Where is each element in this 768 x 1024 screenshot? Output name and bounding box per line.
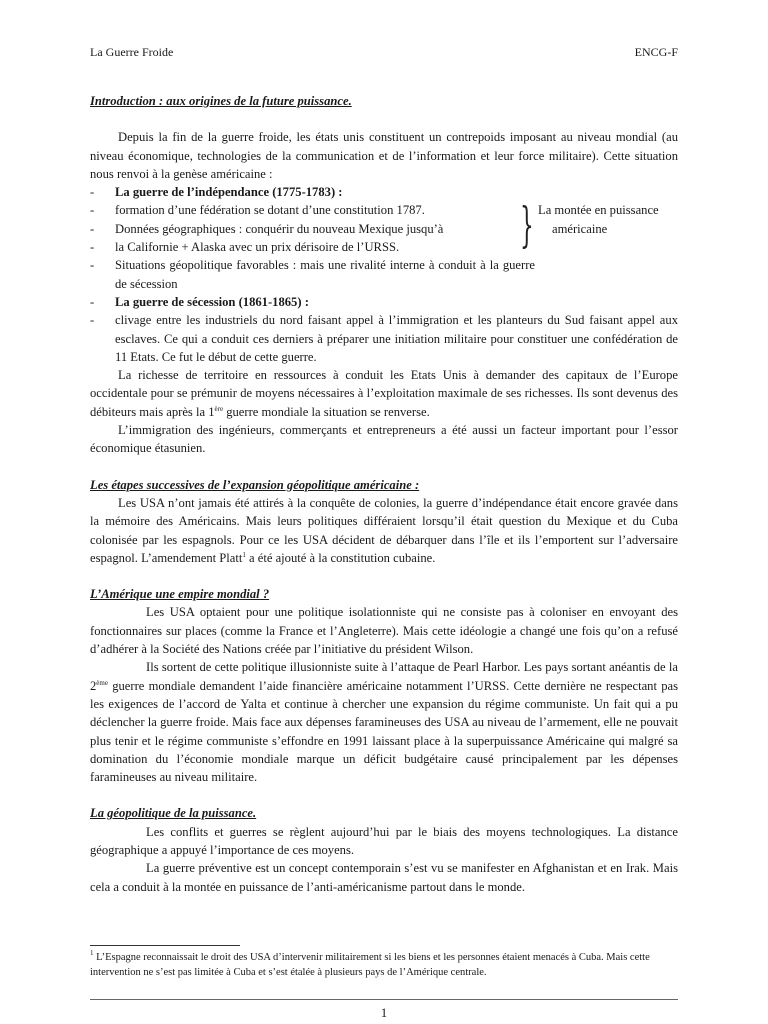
list-item: - clivage entre les industriels du nord faisant appel à l’immigration et les planteurs du Sud faisant appel aux esclaves. Ce qui a conduit ces derniers à préparer une initiation militaire pour constituer une confédération de 11 Etats. Ce fut le début de cette guerre. (90, 313, 678, 364)
geopolitique-heading: La géopolitique de la puissance. (90, 806, 257, 821)
list-item-text: clivage entre les industriels du nord faisant appel à l’immigration et les planteurs du Sud faisant appel aux esclaves. Ce qui a conduit ces derniers à préparer une initiation militaire pour constituer une confédération de 11 Etats. Ce fut le début de cette guerre. (115, 313, 678, 364)
list-item: - La guerre de sécession (1861-1865) : (90, 294, 309, 309)
geopolitique-paragraph-2: La guerre préventive est un concept contemporain s’est vu se manifester en Afghanistan et en Irak. Mais cela a conduit à la montée en puissance de l’anti-américanisme partout dans le monde. (90, 861, 678, 894)
header-left-title: La Guerre Froide (90, 45, 174, 59)
intro-heading: Introduction : aux origines de la future puissance. (90, 94, 352, 108)
list-item-text: La guerre de sécession (1861-1865) : (115, 294, 309, 309)
list-item: - la Californie + Alaska avec un prix dérisoire de l’URSS. (90, 240, 400, 255)
page-number: 1 (380, 1005, 388, 1020)
empire-paragraph-2-text-end: guerre mondiale demandent l’aide financière américaine notamment l’URSS. Cette dernière ne respectant pas les exigences de l’accord de Yalta et continue à chercher une expansion du régime communiste. Un fait qui a pu déclencher la guerre froide. Mais face aux dépenses faramineuses des USA au niveau de l’armement, elle ne pouvait plus tenir et le régime communiste s’effondre en 1991 laissant place à la superpuissance Américaine qui malgré sa domination du l’économie mondiale marque un déficit budgétaire causé principalement par les dépenses faramineuses au niveau militaire. (90, 678, 678, 785)
intro-paragraph-1: Depuis la fin de la guerre froide, les états unis constituent un contrepoids imposant au niveau mondial (au niveau économique, technologies de la communication et de l’information et leur force militaire). Cette situation nous renvoi à la genèse américaine : (90, 130, 678, 181)
page-bottom-rule (90, 999, 678, 1000)
brace-annotation (538, 203, 659, 238)
superscript: ère (214, 404, 224, 413)
bracketed-list (90, 197, 678, 256)
document-body (90, 92, 678, 896)
brace-annotation-line-2: américaine (552, 221, 608, 236)
intro-paragraph-2-text-end: guerre mondiale la situation se renverse. (223, 404, 430, 419)
empire-paragraph-2 (90, 658, 678, 786)
intro-paragraph-2-text: La richesse de territoire en ressources à conduit les Etats Unis à demander des capitaux de l’Europe occidentale pour se prémunir de moyens nécessaires à l’exploitation maximale de ses richesses. Ils sont devenus des débiteurs mais après la 1 (90, 368, 678, 419)
list-item-text: formation d’une fédération se dotant d’une constitution 1787. (115, 203, 425, 218)
list-item-text: Situations géopolitique favorables : mais une rivalité interne à conduit à la guerre de sécession (115, 258, 535, 291)
brace-annotation-line-1: La montée en puissance (538, 203, 659, 218)
list-item-text: la Californie + Alaska avec un prix dérisoire de l’URSS. (115, 240, 400, 255)
list-item-text: La guerre de l’indépendance (1775-1783) : (115, 185, 343, 200)
geopolitique-paragraph-1: Les conflits et guerres se règlent aujourd’hui par le biais des moyens technologiques. La distance géographique a appuyé l’importance de ces moyens. (90, 824, 678, 857)
etapes-heading: Les étapes successives de l’expansion géopolitique américaine : (90, 477, 420, 492)
superscript: ème (96, 678, 108, 687)
empire-paragraph-2-text: Ils sortent de cette politique illusionniste suite à l’attaque de Pearl Harbor. Les pays sortant anéantis de la 2 (90, 660, 678, 693)
footnote-mark: 1 (90, 949, 94, 957)
header-right-label: ENCG-F (634, 45, 678, 59)
etapes-paragraph (90, 494, 678, 567)
curly-brace-icon: } (520, 197, 534, 254)
etapes-paragraph-text: Les USA n’ont jamais été attirés à la conquête de colonies, la guerre d’indépendance était encore gravée dans la mémoire des Américains. Mais leurs politiques différaient lorsqu’il était question du Mexique et du Cuba colonisée par les espagnols. Pour ce les USA décident de débarquer dans l’île et ils l’emportent sur l’adversaire espagnol. L’amendement Platt (90, 495, 678, 565)
footnote-text: L’Espagne reconnaissait le droit des USA d’intervenir militairement si les biens et les personnes étaient menacés à Cuba. Mais cette intervention ne s’est pas limitée à Cuba et s’est étalée à plusieurs pays de l’Amérique centrale. (90, 952, 650, 978)
footnote-separator (90, 945, 240, 946)
list-item-text: Données géographiques : conquérir du nouveau Mexique jusqu’à (115, 221, 444, 236)
empire-heading: L’Amérique une empire mondial ? (90, 587, 270, 602)
footnote (90, 951, 678, 980)
list-item: - La guerre de l’indépendance (1775-1783) : (90, 185, 343, 200)
list-item: - Données géographiques : conquérir du nouveau Mexique jusqu’à (90, 221, 444, 236)
etapes-paragraph-text-end: a été ajouté à la constitution cubaine. (245, 550, 436, 565)
list-item: - formation d’une fédération se dotant d’une constitution 1787. (90, 203, 425, 218)
list-item: - Situations géopolitique favorables : mais une rivalité interne à conduit à la guerre de sécession (90, 258, 535, 291)
page-header (90, 45, 678, 60)
footnote-reference: 1 (242, 550, 246, 559)
intro-list-continued (90, 256, 678, 366)
intro-list (90, 183, 678, 201)
empire-paragraph-1: Les USA optaient pour une politique isolationniste qui ne consiste pas à coloniser en envoyant des fonctionnaires sur places (comme la France et l’Angleterre). Mais cette idéologie a changé une fois qu’on a refusé d’adhérer à la Société des Nations créée par l’initiative du président Wilson. (90, 605, 678, 657)
intro-paragraph-3: L’immigration des ingénieurs, commerçants et entrepreneurs a été aussi un facteur important pour l’essor économique étasunien. (90, 423, 678, 456)
intro-paragraph-2 (90, 366, 678, 421)
